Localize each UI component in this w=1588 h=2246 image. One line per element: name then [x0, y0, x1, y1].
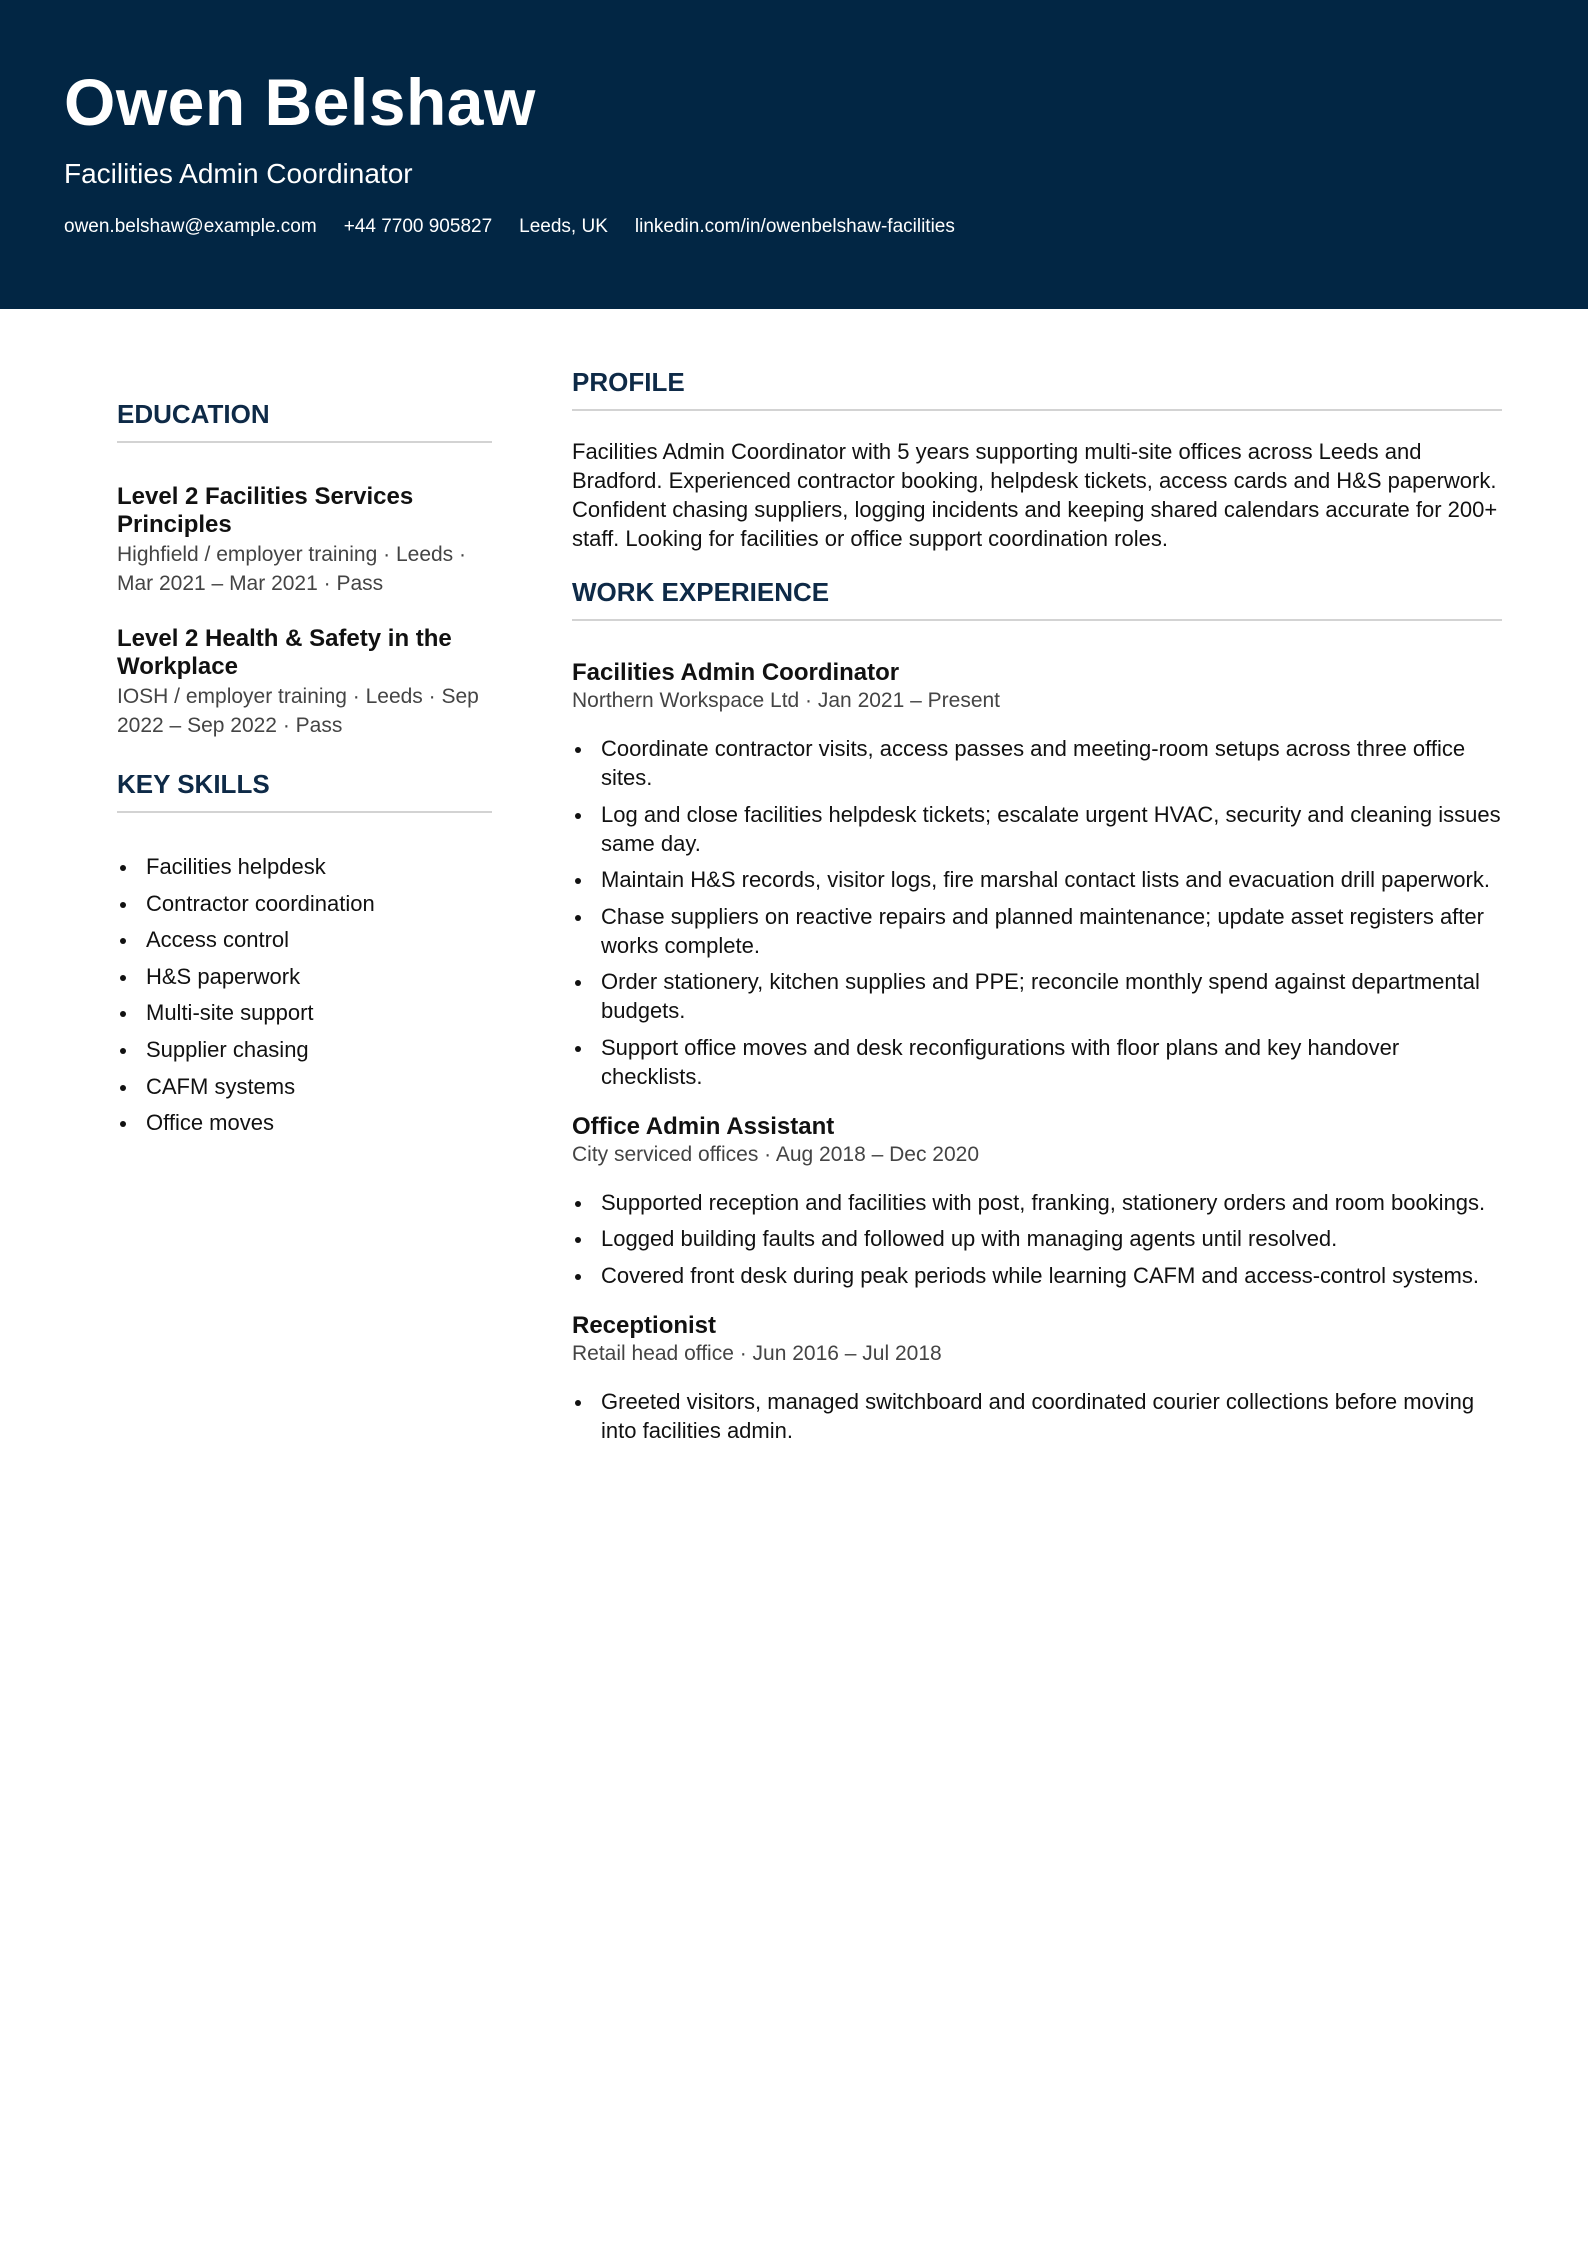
job-entry: [572, 659, 1502, 1091]
education-title: Level 2 Facilities Services Principles: [117, 483, 414, 538]
job-bullets: [572, 734, 1502, 1091]
job-bullet: Covered front desk during peak periods while learning CAFM and access-control systems.: [572, 1261, 1502, 1290]
job-bullet: Logged building faults and followed up with managing agents until resolved.: [572, 1224, 1502, 1253]
job-meta: Retail head office · Jun 2016 – Jul 2018: [572, 1341, 942, 1365]
education-item: [117, 625, 492, 740]
job-bullet: Supported reception and facilities with post, franking, stationery orders and room bookings.: [572, 1188, 1502, 1217]
left-column: [117, 397, 492, 1142]
contact-linkedin: linkedin.com/in/owenbelshaw-facilities: [634, 216, 955, 237]
job-bullets: [572, 1188, 1502, 1290]
resume-header: [0, 0, 1588, 309]
skills-list: [117, 849, 492, 1142]
skill-item: Access control: [117, 922, 492, 959]
job-list: [572, 659, 1502, 1445]
profile-text: Facilities Admin Coordinator with 5 years supporting multi-site offices across Leeds and Bradford. Experienced contractor booking, helpdesk tickets, access cards and H&S paperwork. Confident chasing suppliers, logging incidents and keeping shared calendars accurate for 200+ staff. Looking for facilities or office support coordination roles.: [572, 439, 1498, 551]
experience-section: [572, 575, 1502, 1445]
education-meta: IOSH / employer training · Leeds · Sep 2022 – Sep 2022 · Pass: [117, 685, 479, 737]
job-bullets: [572, 1387, 1502, 1445]
job-entry: [572, 1113, 1502, 1290]
education-title: Level 2 Health & Safety in the Workplace: [117, 625, 452, 680]
right-column: [572, 365, 1502, 1467]
job-meta: Northern Workspace Ltd · Jan 2021 – Present: [572, 689, 1001, 712]
job-bullet: Greeted visitors, managed switchboard and coordinated courier collections before moving into facilities admin.: [572, 1387, 1502, 1445]
job-bullet: Coordinate contractor visits, access passes and meeting-room setups across three office sites.: [572, 734, 1502, 792]
job-entry: [572, 1312, 1502, 1445]
skill-item: Office moves: [117, 1105, 492, 1142]
skills-heading: KEY SKILLS: [117, 767, 492, 813]
profile-section: [572, 365, 1502, 553]
job-meta: City serviced offices · Aug 2018 – Dec 2020: [572, 1142, 980, 1166]
skill-item: H&S paperwork: [117, 959, 492, 996]
job-title: Facilities Admin Coordinator: [572, 659, 900, 686]
contact-location: Leeds, UK: [519, 216, 608, 237]
education-meta: Highfield / employer training · Leeds · Mar 2021 – Mar 2021 · Pass: [117, 543, 467, 595]
job-bullet: Chase suppliers on reactive repairs and planned maintenance; update asset registers after works complete.: [572, 902, 1502, 960]
contact-email: owen.belshaw@example.com: [64, 216, 317, 237]
education-list: [117, 483, 492, 740]
job-bullet: Maintain H&S records, visitor logs, fire marshal contact lists and evacuation drill paperwork.: [572, 865, 1502, 894]
candidate-name: Owen Belshaw: [64, 65, 536, 139]
skill-item: Supplier chasing: [117, 1032, 492, 1069]
candidate-title: Facilities Admin Coordinator: [64, 158, 413, 189]
job-bullet: Log and close facilities helpdesk tickets; escalate urgent HVAC, security and cleaning issues same day.: [572, 800, 1502, 858]
job-bullet: Support office moves and desk reconfigurations with floor plans and key handover checklists.: [572, 1033, 1502, 1091]
profile-heading: PROFILE: [572, 365, 1502, 411]
job-bullet: Order stationery, kitchen supplies and PPE; reconcile monthly spend against departmental budgets.: [572, 967, 1502, 1025]
education-heading: EDUCATION: [117, 397, 492, 443]
job-title: Receptionist: [572, 1311, 717, 1339]
education-item: [117, 483, 492, 598]
job-title: Office Admin Assistant: [572, 1112, 835, 1140]
skills-section: [117, 767, 492, 1142]
experience-heading: WORK EXPERIENCE: [572, 575, 1502, 621]
contact-row: [64, 214, 955, 240]
education-section: [117, 397, 492, 740]
skill-item: Contractor coordination: [117, 886, 492, 923]
skill-item: Multi-site support: [117, 995, 492, 1032]
skill-item: Facilities helpdesk: [117, 849, 492, 886]
contact-phone: +44 7700 905827: [343, 216, 493, 237]
skill-item: CAFM systems: [117, 1069, 492, 1106]
